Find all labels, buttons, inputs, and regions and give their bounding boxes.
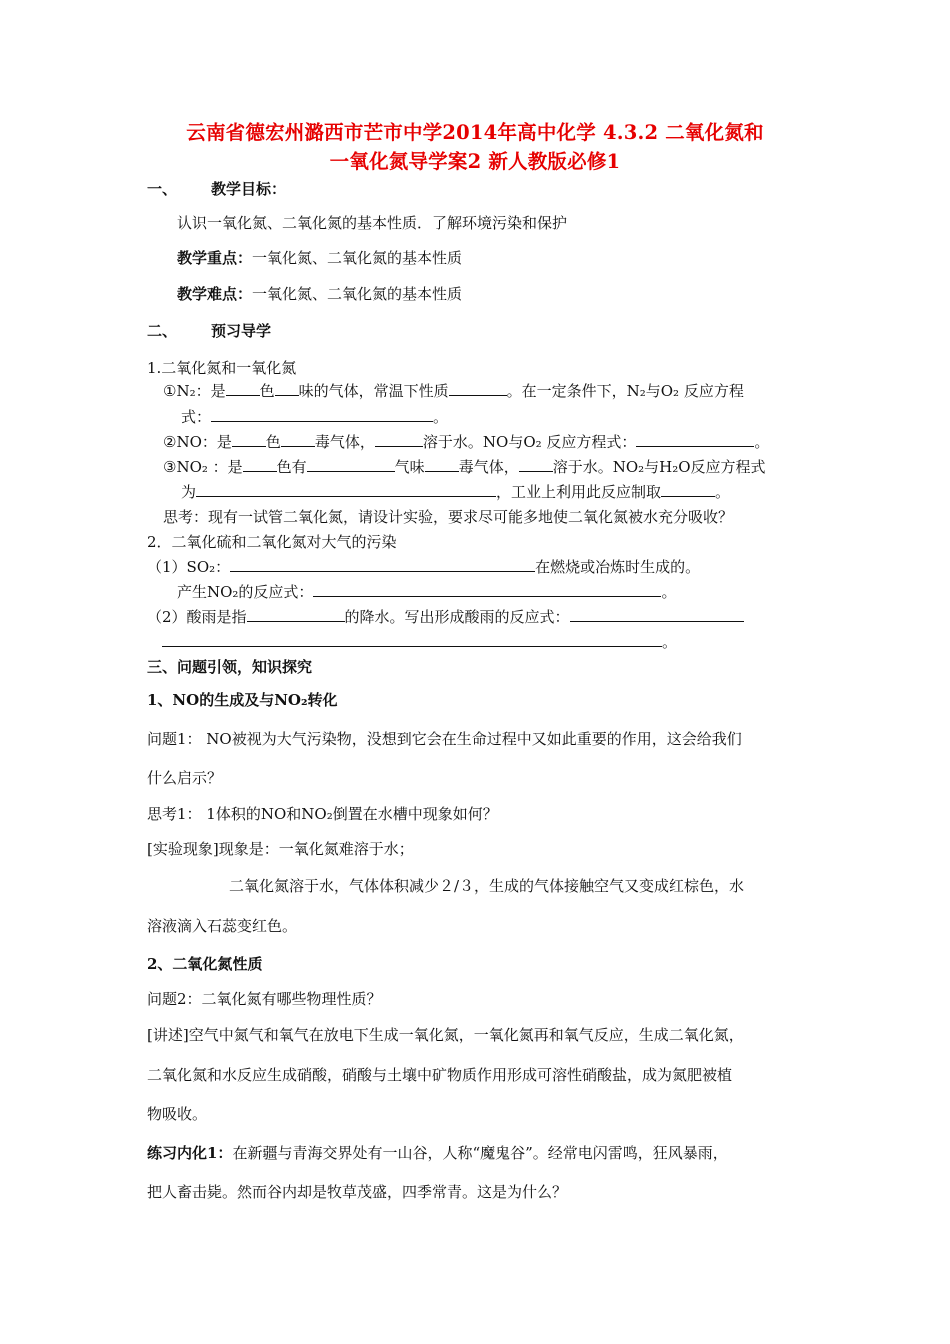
question-1-line-1: 问题1： NO被视为大气污染物，没想到它会在生命过程中又如此重要的作用，这会给我们: [147, 730, 742, 748]
n2-text-c: 味的气体，常温下性质: [298, 382, 449, 400]
n2-line-1: [163, 380, 744, 402]
no2-generation-line: [177, 581, 676, 603]
title-line-2: 一氧化氮导学案2 新人教版必修1: [329, 150, 621, 173]
practice-line-2: 把人畜击毙。然而谷内却是牧草茂盛，四季常青。这是为什么？: [147, 1183, 568, 1201]
acid-rain-text-b: 的降水。写出形成酸雨的反应式：: [344, 608, 570, 626]
practice-text-1: 在新疆与青海交界处有一山谷，人称“魔鬼谷”。经常电闪雷鸣，狂风暴雨，: [232, 1144, 728, 1162]
so2-line: [147, 556, 700, 578]
lecture-line-3: 物吸收。: [147, 1105, 208, 1123]
no2-generation-end: 。: [661, 583, 677, 601]
no-text-d: 溶于水。NO与O₂ 反应方程式：: [422, 433, 637, 451]
key-point-text: 一氧化氮、二氧化氮的基本性质: [252, 249, 463, 267]
blank[interactable]: [636, 431, 754, 447]
item-1-heading: 1.二氧化氮和一氧化氮: [147, 359, 297, 377]
n2-text-a: ①N₂：是: [163, 382, 226, 400]
acid-rain-line-2: [162, 631, 677, 653]
no2-text-d: 毒气体，: [458, 458, 519, 476]
blank[interactable]: [275, 380, 299, 396]
no-text-e: 。: [754, 433, 770, 451]
blank[interactable]: [247, 606, 345, 622]
title-line-1: 云南省德宏州潞西市芒市中学2014年高中化学 4.3.2 二氧化氮和: [186, 121, 764, 144]
experiment-line-2: 二氧化氮溶于水，气体体积减少２/３，生成的气体接触空气又变成红棕色，水: [229, 877, 745, 895]
difficult-point: [177, 283, 462, 305]
no2-line-2: [181, 481, 730, 503]
no2-text-c: 气味: [394, 458, 425, 476]
no2-text-h: 。: [715, 483, 731, 501]
question-1-line-2: 什么启示？: [147, 769, 223, 787]
lecture-line-1: [讲述]空气中氮气和氧气在放电下生成一氧化氮，一氧化氮再和氧气反应，生成二氧化氮，: [147, 1026, 744, 1044]
blank[interactable]: [425, 456, 459, 472]
no-line: [163, 431, 769, 453]
blank[interactable]: [375, 431, 423, 447]
think-question: 思考：现有一试管二氧化氮，请设计实验，要求尽可能多地使二氧化氮被水充分吸收？: [163, 508, 734, 526]
no2-text-g: ，工业上利用此反应制取: [496, 483, 662, 501]
no2-text-f: 为: [181, 483, 197, 501]
experiment-line-3: 溶液滴入石蕊变红色。: [147, 917, 298, 935]
section2-number: 二、: [147, 322, 178, 340]
section1-number: 一、: [147, 180, 178, 198]
section3-heading: 三、问题引领，知识探究: [147, 658, 313, 676]
blank[interactable]: [281, 431, 315, 447]
blank[interactable]: [570, 606, 744, 622]
section2-heading: 预习导学: [211, 322, 272, 340]
no2-text-a: ③NO₂ ：是: [163, 458, 243, 476]
question-2: 问题2：二氧化氮有哪些物理性质？: [147, 990, 382, 1008]
no2-text-b: 色有: [276, 458, 307, 476]
no2-line-1: [163, 456, 766, 478]
experiment-line-1: [实验现象]现象是：一氧化氮难溶于水；: [147, 840, 414, 858]
blank[interactable]: [449, 380, 507, 396]
item-2-heading: 2．二氧化硫和二氧化氮对大气的污染: [147, 533, 397, 551]
blank[interactable]: [226, 380, 260, 396]
practice-label: 练习内化1：: [147, 1144, 233, 1162]
blank[interactable]: [162, 631, 662, 647]
difficult-point-text: 一氧化氮、二氧化氮的基本性质: [252, 285, 463, 303]
acid-rain-text-a: （2）酸雨是指: [147, 608, 247, 626]
practice-line-1: [147, 1142, 728, 1164]
no2-text-e: 溶于水。NO₂与H₂O反应方程式: [552, 458, 766, 476]
subsection-2-heading: 2、二氧化氮性质: [147, 955, 263, 973]
blank[interactable]: [196, 481, 496, 497]
think-1: 思考1： 1体积的NO和NO₂倒置在水槽中现象如何？: [147, 805, 498, 823]
lecture-line-2: 二氧化氮和水反应生成硝酸，硝酸与土壤中矿物质作用形成可溶性硝酸盐，成为氮肥被植: [147, 1066, 733, 1084]
blank[interactable]: [211, 406, 433, 422]
so2-text-b: 在燃烧或冶炼时生成的。: [535, 558, 701, 576]
blank[interactable]: [661, 481, 715, 497]
n2-text-d: 。在一定条件下，N₂与O₂ 反应方程: [506, 382, 744, 400]
no-text-b: 色: [265, 433, 281, 451]
no2-generation-text: 产生NO₂的反应式：: [177, 583, 314, 601]
blank[interactable]: [232, 431, 266, 447]
so2-text-a: （1）SO₂：: [147, 558, 231, 576]
n2-line-2: [181, 406, 448, 428]
n2-text-b: 色: [259, 382, 275, 400]
blank[interactable]: [519, 456, 553, 472]
no-text-a: ②NO：是: [163, 433, 232, 451]
section1-heading: 教学目标：: [211, 180, 287, 198]
blank[interactable]: [243, 456, 277, 472]
blank[interactable]: [307, 456, 395, 472]
key-point: [177, 247, 462, 269]
blank[interactable]: [313, 581, 661, 597]
subsection-1-heading: 1、NO的生成及与NO₂转化: [147, 691, 338, 709]
difficult-point-label: 教学难点：: [177, 285, 253, 303]
n2-text-e: 式：: [181, 408, 212, 426]
key-point-label: 教学重点：: [177, 249, 253, 267]
n2-text-f: 。: [433, 408, 449, 426]
blank[interactable]: [230, 556, 535, 572]
teaching-goal: 认识一氧化氮、二氧化氮的基本性质．了解环境污染和保护: [177, 214, 568, 232]
acid-rain-line: [147, 606, 744, 628]
acid-rain-end: 。: [662, 633, 678, 651]
no-text-c: 毒气体，: [314, 433, 375, 451]
